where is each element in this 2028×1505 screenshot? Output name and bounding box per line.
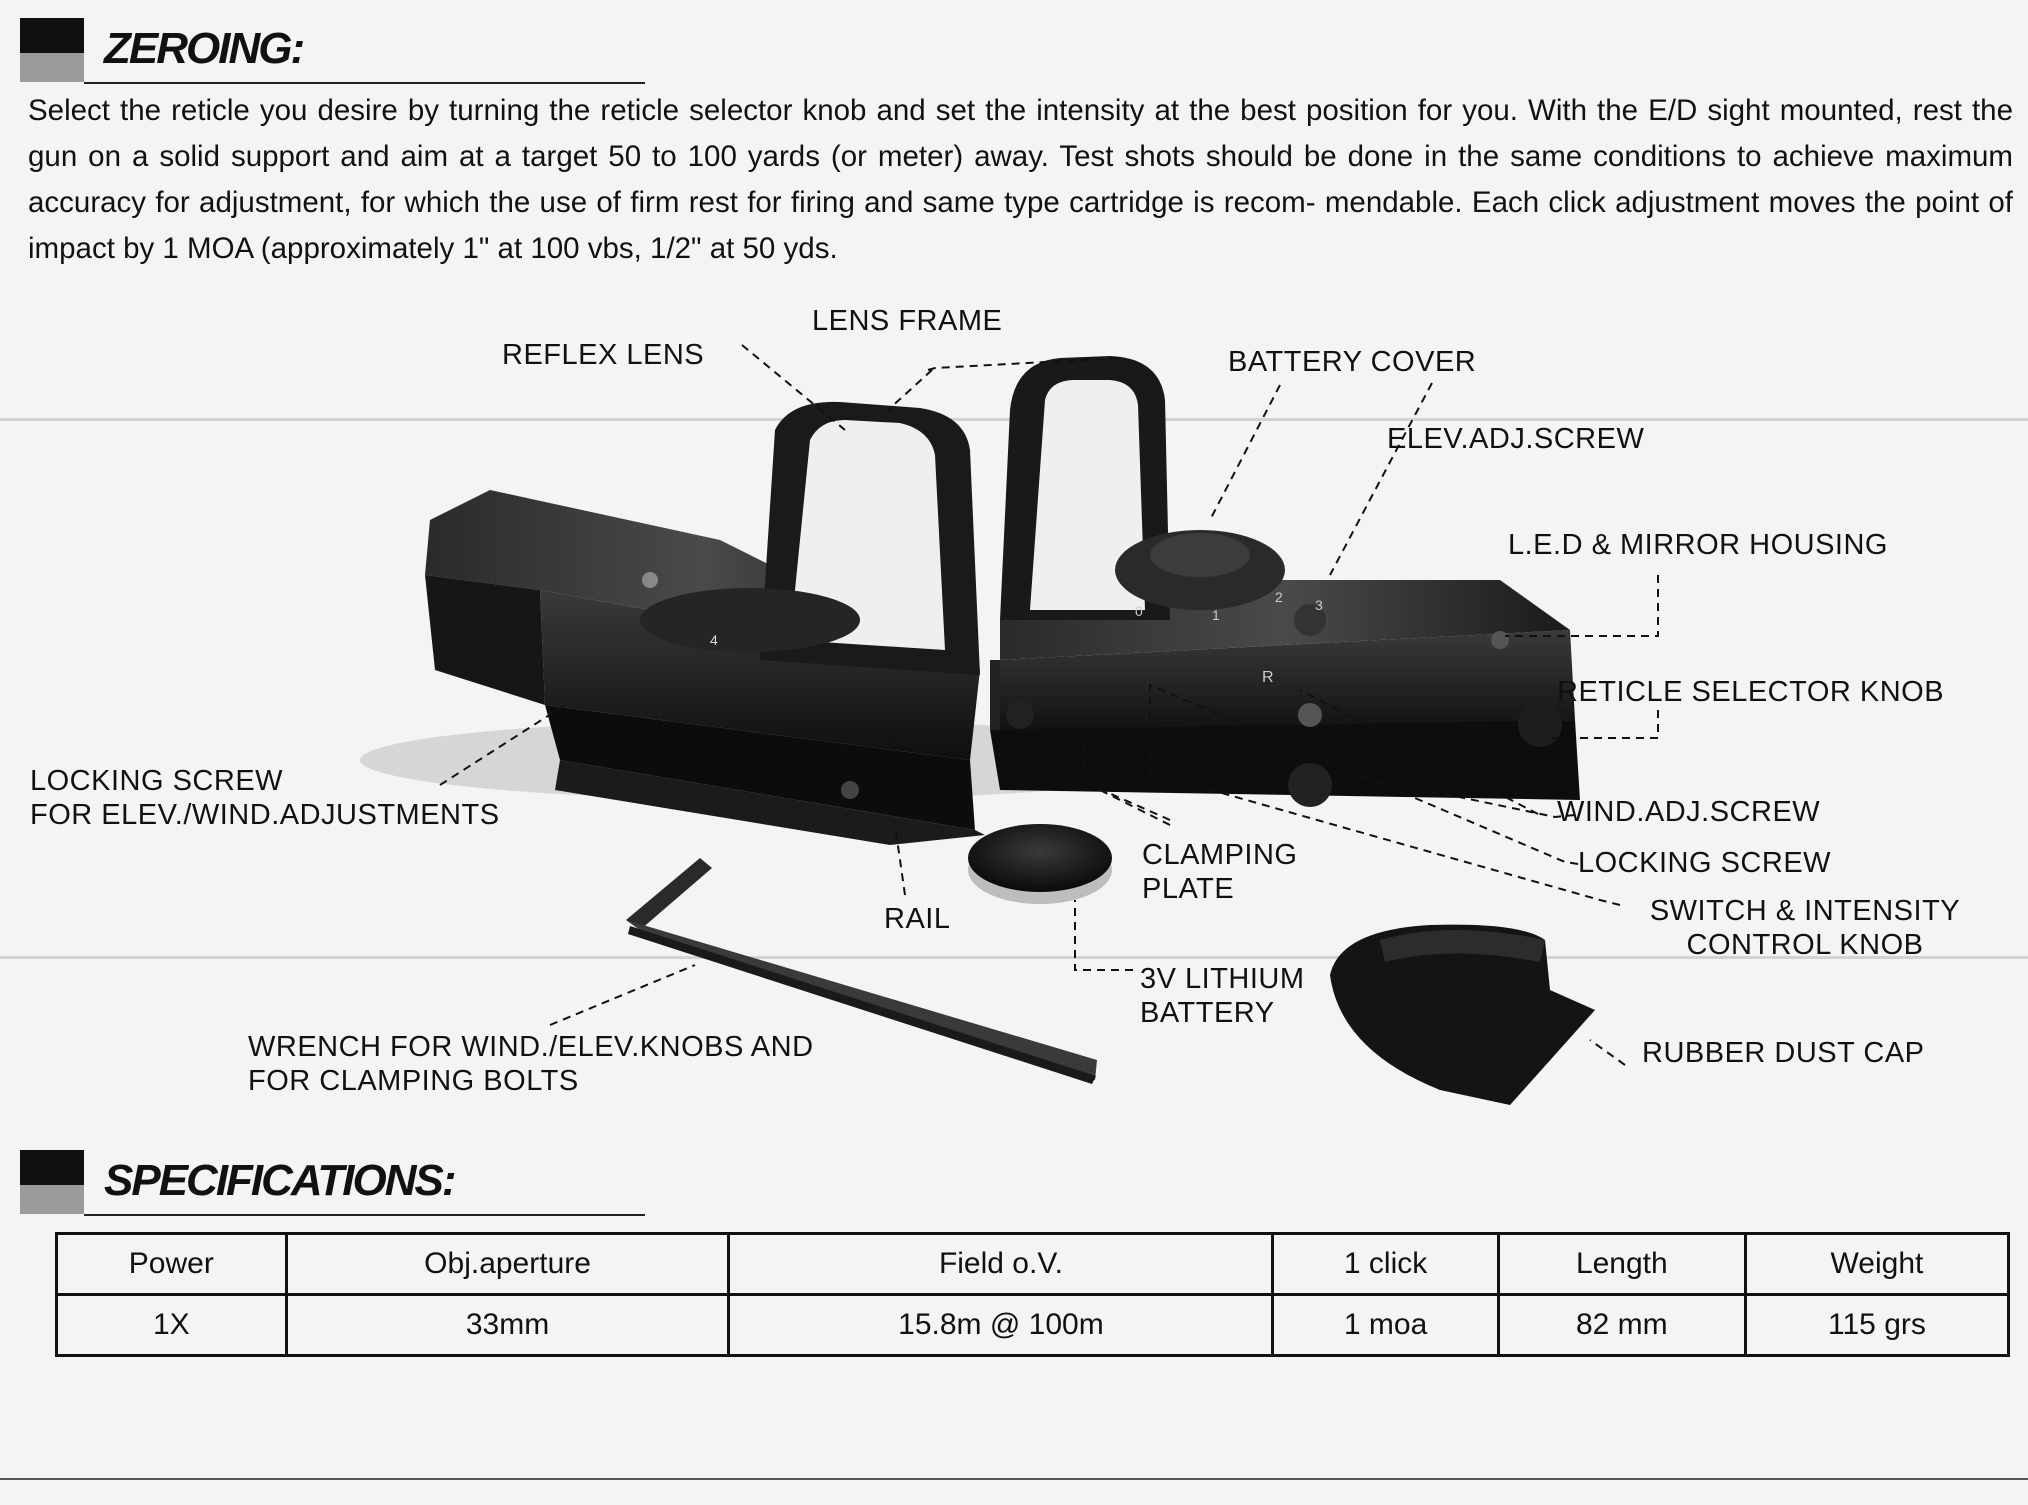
label-line: BATTERY: [1140, 997, 1275, 1029]
label-line: FOR ELEV./WIND.ADJUSTMENTS: [30, 799, 500, 831]
bottom-rule: [0, 1478, 2028, 1480]
dial-mark: 0: [1135, 603, 1143, 619]
sight-photo-illustration: [0, 290, 2028, 1130]
table-header-cell: Length: [1498, 1234, 1745, 1295]
dial-mark: 4: [710, 632, 718, 648]
specifications-title: SPECIFICATIONS:: [104, 1156, 455, 1205]
label-reticle-selector-knob: RETICLE SELECTOR KNOB: [1557, 676, 1945, 708]
label-clamping-plate: [1142, 838, 1297, 906]
label-locking-screw: LOCKING SCREW: [1578, 847, 1832, 879]
zeroing-body-text: Select the reticle you desire by turning the reticle selector knob and set the intensity at the best position for you. With the E/D sight mounted, rest the gun on a solid support and aim at a target 50 to 100 yards (or meter) away. Test shots should be done in the same conditions to achieve maximum accuracy for adjustment, for which the use of firm rest for firing and same type cartridge is recom- mendable. Each click adjustment moves the point of impact by 1 MOA (approximately 1" at 100 vbs, 1/2" at 50 yds.: [28, 94, 2013, 265]
label-switch-intensity-knob: [1625, 894, 1985, 962]
table-header-cell: 1 click: [1273, 1234, 1498, 1295]
table-cell: 115 grs: [1745, 1295, 2008, 1356]
label-rail: RAIL: [884, 903, 951, 935]
label-battery-cover: BATTERY COVER: [1228, 346, 1477, 378]
specifications-header: [20, 1150, 645, 1216]
specifications-table: [55, 1232, 2010, 1357]
label-elev-adj-screw: ELEV.ADJ.SCREW: [1387, 423, 1645, 455]
dial-mark: 1: [1212, 607, 1220, 623]
zeroing-title: ZEROING:: [104, 24, 304, 73]
table-row: [57, 1295, 2009, 1356]
label-line: SWITCH & INTENSITY: [1649, 895, 1961, 927]
label-line: CLAMPING: [1142, 839, 1298, 871]
label-wind-adj-screw: WIND.ADJ.SCREW: [1557, 796, 1821, 828]
battery-illustration: [968, 824, 1112, 904]
label-line: 3V LITHIUM: [1140, 963, 1305, 995]
label-3v-lithium-battery: [1140, 962, 1305, 1030]
label-line: PLATE: [1142, 873, 1235, 905]
dust-cap-illustration: [1330, 925, 1595, 1105]
label-line: LOCKING SCREW: [30, 765, 284, 797]
table-header-cell: Field o.V.: [729, 1234, 1273, 1295]
table-header-cell: Power: [57, 1234, 287, 1295]
section-marker-icon: [20, 1150, 84, 1214]
label-rubber-dust-cap: RUBBER DUST CAP: [1642, 1037, 1925, 1069]
label-locking-screw-adjustments: [30, 764, 500, 832]
section-marker-icon: [20, 18, 84, 82]
dial-mark: 3: [1315, 597, 1323, 613]
label-line: WRENCH FOR WIND./ELEV.KNOBS AND: [248, 1031, 814, 1063]
table-header-cell: Obj.aperture: [286, 1234, 729, 1295]
label-line: FOR CLAMPING BOLTS: [248, 1065, 579, 1097]
table-header-cell: Weight: [1745, 1234, 2008, 1295]
table-cell: 1 moa: [1273, 1295, 1498, 1356]
label-lens-frame: LENS FRAME: [812, 305, 1003, 337]
dial-mark: 2: [1275, 589, 1283, 605]
table-header-row: [57, 1234, 2009, 1295]
sight-diagram: [0, 290, 2028, 1130]
table-cell: 15.8m @ 100m: [729, 1295, 1273, 1356]
label-wrench: [248, 1030, 814, 1098]
table-cell: 33mm: [286, 1295, 729, 1356]
zeroing-header: [20, 18, 645, 84]
table-cell: 82 mm: [1498, 1295, 1745, 1356]
header-rule: [84, 1214, 645, 1216]
label-line: CONTROL KNOB: [1686, 929, 1924, 961]
table-cell: 1X: [57, 1295, 287, 1356]
label-led-mirror-housing: L.E.D & MIRROR HOUSING: [1508, 529, 1888, 561]
header-rule: [84, 82, 645, 84]
label-reflex-lens: REFLEX LENS: [502, 339, 705, 371]
dial-mark: R: [1262, 669, 1274, 686]
